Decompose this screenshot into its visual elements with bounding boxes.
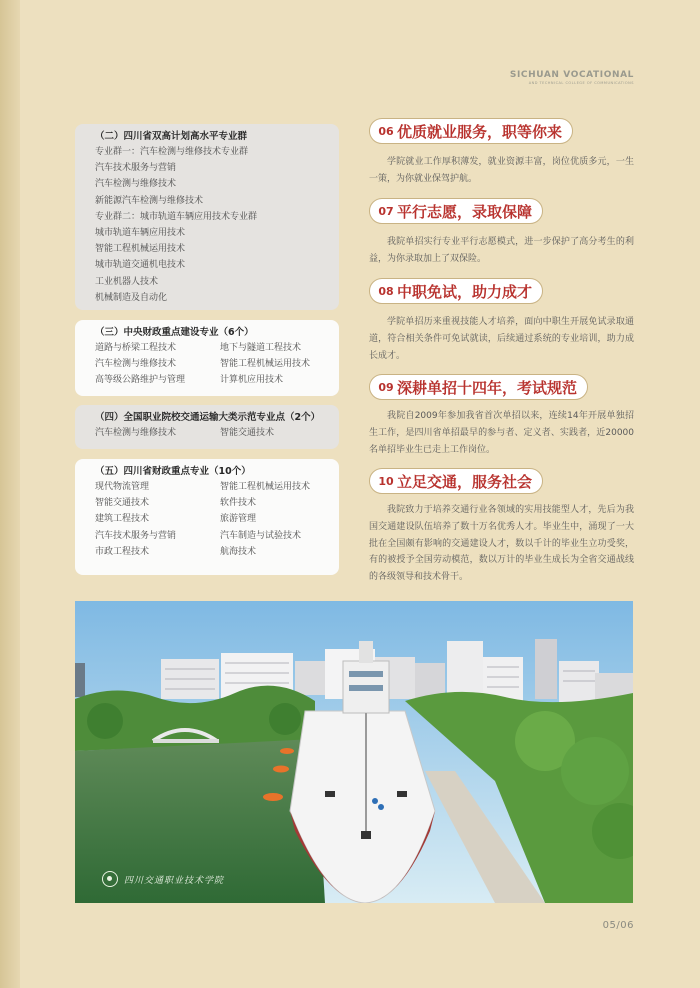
college-logo-text: 四川交通职业技术学院 (124, 875, 225, 886)
section-heading-09 (369, 374, 588, 400)
list-item: 智能工程机械运用技术 (95, 244, 186, 255)
group-title: （三）中央财政重点建设专业（6个） (95, 327, 254, 338)
section-number: 10 (378, 474, 394, 488)
section-body: 我院致力于培养交通行业各领域的实用技能型人才，先后为我国交通建设队伍培养了数十万名优秀人才。毕业生中，涌现了一大批在全国颇有影响的交通建设人才，数以千计的毕业生立功受奖，有的被授予全国劳动模范，数以万计的毕业生成长为全省交通战线的各级领导和技术骨干。 (369, 505, 634, 583)
section-body: 学院单招历来重视技能人才培养，面向中职生开展免试录取通道，符合相关条件可免试就读，后续通过系统的专业培训，助力成长成才。 (369, 317, 634, 361)
group-card-national-demo (75, 405, 339, 449)
section-body: 我院单招实行专业平行志愿模式，进一步保护了高分考生的利益，为你录取加上了双保险。 (369, 237, 634, 264)
section-title: 优质就业服务，职等你来 (397, 122, 563, 141)
list-item: 计算机应用技术 (220, 375, 284, 386)
group-card-double-high (75, 124, 339, 310)
list-item: 软件技术 (220, 498, 257, 509)
list-item: 智能工程机械运用技术 (220, 359, 311, 370)
section-heading-07 (369, 198, 543, 224)
list-item: 汽车制造与试验技术 (220, 530, 302, 541)
list-item: 汽车检测与维修技术 (95, 359, 177, 370)
list-item: 现代物流管理 (95, 482, 150, 492)
list-item: 城市轨道车辆应用技术 (95, 227, 186, 238)
list-item: 机械制造及自动化 (95, 292, 168, 303)
list-item: 工业机器人技术 (95, 276, 159, 287)
section-title: 平行志愿，录取保障 (397, 202, 533, 221)
list-item: 地下与隧道工程技术 (220, 343, 302, 353)
list-item: 市政工程技术 (95, 546, 150, 557)
group-title: （四）全国职业院校交通运输大类示范专业点（2个） (95, 412, 321, 423)
section-heading-08 (369, 278, 543, 304)
list-item: 建筑工程技术 (95, 514, 150, 525)
list-item: 道路与桥梁工程技术 (95, 343, 177, 353)
brand-line1: SICHUAN VOCATIONAL (509, 70, 634, 80)
list-item: 新能源汽车检测与维修技术 (95, 195, 204, 206)
campus-illustration (75, 601, 633, 903)
campus-aerial-photo (75, 601, 633, 903)
section-title: 深耕单招十四年，考试规范 (397, 378, 578, 397)
group-card-provincial-finance (75, 459, 339, 575)
section-number: 09 (378, 380, 394, 394)
list-item: 智能交通技术 (95, 498, 150, 509)
section-body: 我院自2009年参加我省首次单招以来，连续14年开展单独招生工作，是四川省单招最早的参与者、定义者、实践者，近20000名单招毕业生已走上工作岗位。 (369, 411, 634, 455)
section-title: 立足交通，服务社会 (397, 472, 533, 491)
list-item: 汽车技术服务与营销 (95, 530, 177, 541)
brand-line2: AND TECHNICAL COLLEGE OF COMMUNICATIONS (528, 81, 634, 85)
list-item: 航海技术 (220, 546, 257, 557)
section-heading-06 (369, 118, 573, 144)
list-item: 汽车检测与维修技术 (95, 179, 177, 190)
group-grid (95, 340, 325, 389)
list-item: 专业群一：汽车检测与维修技术专业群 (95, 147, 249, 157)
list-item: 专业群二：城市轨道车辆应用技术专业群 (95, 211, 258, 222)
section-number: 07 (378, 204, 394, 218)
list-item: 汽车检测与维修技术 (95, 428, 177, 438)
college-logo (102, 871, 224, 887)
page-number: 05/06 (602, 920, 634, 931)
brand-header (510, 70, 634, 85)
section-body: 学院就业工作厚积薄发，就业资源丰富，岗位优质多元，一生一策，为你就业保驾护航。 (369, 157, 634, 184)
group-title: （二）四川省双高计划高水平专业群 (95, 131, 248, 142)
list-item: 智能工程机械运用技术 (220, 482, 311, 492)
group-title: （五）四川省财政重点专业（10个） (95, 466, 251, 477)
group-grid (95, 425, 325, 441)
section-title: 中职免试，助力成才 (397, 282, 533, 301)
group-grid (95, 479, 325, 560)
list-item: 汽车技术服务与营销 (95, 163, 177, 174)
section-number: 06 (378, 124, 394, 138)
group-list (95, 144, 325, 306)
section-number: 08 (378, 284, 394, 298)
list-item: 智能交通技术 (220, 428, 275, 438)
list-item: 高等级公路维护与管理 (95, 375, 186, 386)
section-heading-10 (369, 468, 543, 494)
page-edge-strip (0, 0, 20, 988)
group-card-central-finance (75, 320, 339, 396)
list-item: 旅游管理 (220, 514, 257, 525)
college-emblem-icon (102, 871, 118, 887)
list-item: 城市轨道交通机电技术 (95, 260, 186, 271)
